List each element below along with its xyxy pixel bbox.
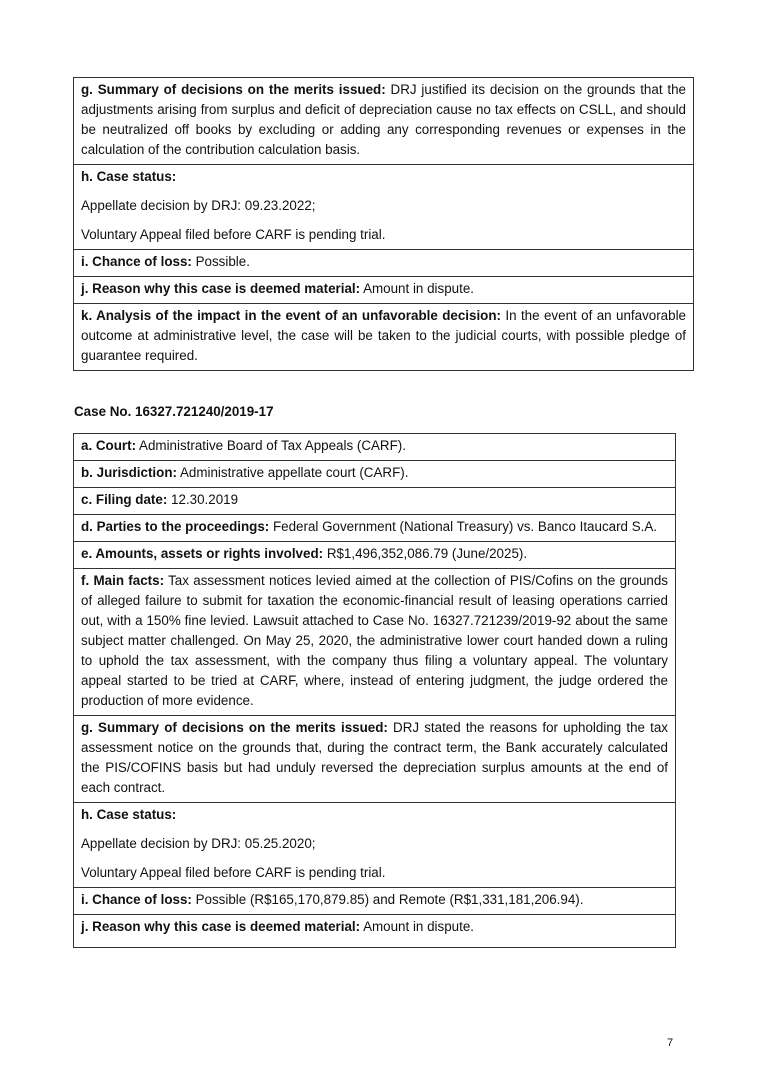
row-text: DRJ justified its decision on the grounds that the adjustments arising from surplus and deficit of depreciation cause no tax effects on CSLL, and should be neutralized off books by excluding or adding any corresponding revenues or expenses in the calculation of the contribution calculation basis. [81, 82, 686, 157]
row-label: i. Chance of loss: [81, 892, 192, 907]
jurisdiction-row [74, 460, 675, 487]
row-text: Tax assessment notices levied aimed at the collection of PIS/Cofins on the grounds of alleged failure to submit for taxation the economic-financial result of leasing operations carried out, with a 150% fine levied. Lawsuit attached to Case No. 16327.721239/2019-92 about the same subject matter challenged. On May 25, 2020, the administrative lower court handed down a ruling to uphold the tax assessment, with the company thus filing a voluntary appeal. The voluntary appeal started to be tried at CARF, where, instead of entering judgment, the judge ordered the production of more evidence. [81, 573, 668, 708]
row-label: j. Reason why this case is deemed material: [81, 281, 361, 296]
row-text: Federal Government (National Treasury) vs. Banco Itaucard S.A. [272, 519, 658, 534]
voluntary-appeal-text: Voluntary Appeal filed before CARF is pending trial. [81, 227, 386, 242]
case-table-continued [73, 77, 694, 371]
case-status-row [74, 802, 675, 887]
row-text: Amount in dispute. [363, 919, 474, 934]
amounts-row [74, 541, 675, 568]
case-table [73, 433, 676, 948]
row-label: h. Case status: [81, 807, 177, 822]
row-label: d. Parties to the proceedings: [81, 519, 270, 534]
row-label: b. Jurisdiction: [81, 465, 177, 480]
row-label: i. Chance of loss: [81, 254, 192, 269]
row-text: 12.30.2019 [171, 492, 239, 507]
chance-of-loss-row [74, 887, 675, 914]
row-label: h. Case status: [81, 169, 177, 184]
row-text: Possible. [195, 254, 250, 269]
row-label: g. Summary of decisions on the merits issued: [81, 720, 388, 735]
reason-material-row [74, 276, 693, 303]
reason-material-row [74, 914, 675, 947]
case-number-title: Case No. 16327.721240/2019-17 [74, 404, 274, 419]
row-label: f. Main facts: [81, 573, 165, 588]
row-label: g. Summary of decisions on the merits issued: [81, 82, 386, 97]
row-text: Administrative appellate court (CARF). [179, 465, 409, 480]
parties-row [74, 514, 675, 541]
row-text: Amount in dispute. [363, 281, 474, 296]
main-facts-row [74, 568, 675, 715]
impact-analysis-row [74, 303, 693, 370]
page-number: 7 [667, 1037, 674, 1049]
row-label: c. Filing date: [81, 492, 168, 507]
row-text: Possible (R$165,170,879.85) and Remote (R$1,331,181,206.94). [195, 892, 584, 907]
court-row [74, 434, 675, 460]
row-text: Administrative Board of Tax Appeals (CARF). [139, 438, 406, 453]
row-label: k. Analysis of the impact in the event of an unfavorable decision: [81, 308, 501, 323]
row-text: R$1,496,352,086.79 (June/2025). [326, 546, 528, 561]
summary-of-decisions-row [74, 78, 693, 164]
appellate-decision-text: Appellate decision by DRJ: 05.25.2020; [81, 836, 316, 851]
appellate-decision-text: Appellate decision by DRJ: 09.23.2022; [81, 198, 316, 213]
row-label: e. Amounts, assets or rights involved: [81, 546, 324, 561]
case-status-row [74, 164, 693, 249]
row-text: In the event of an unfavorable outcome at administrative level, the case will be taken to the judicial courts, with possible pledge of guarantee required. [81, 308, 686, 363]
summary-of-decisions-row [74, 715, 675, 802]
row-text: DRJ stated the reasons for upholding the tax assessment notice on the grounds that, during the contract term, the Bank accurately calculated the PIS/COFINS basis but had unduly reversed the depreciation surplus amounts at the end of each contract. [81, 720, 668, 795]
voluntary-appeal-text: Voluntary Appeal filed before CARF is pending trial. [81, 865, 386, 880]
chance-of-loss-row [74, 249, 693, 276]
row-label: j. Reason why this case is deemed material: [81, 919, 361, 934]
row-label: a. Court: [81, 438, 137, 453]
filing-date-row [74, 487, 675, 514]
